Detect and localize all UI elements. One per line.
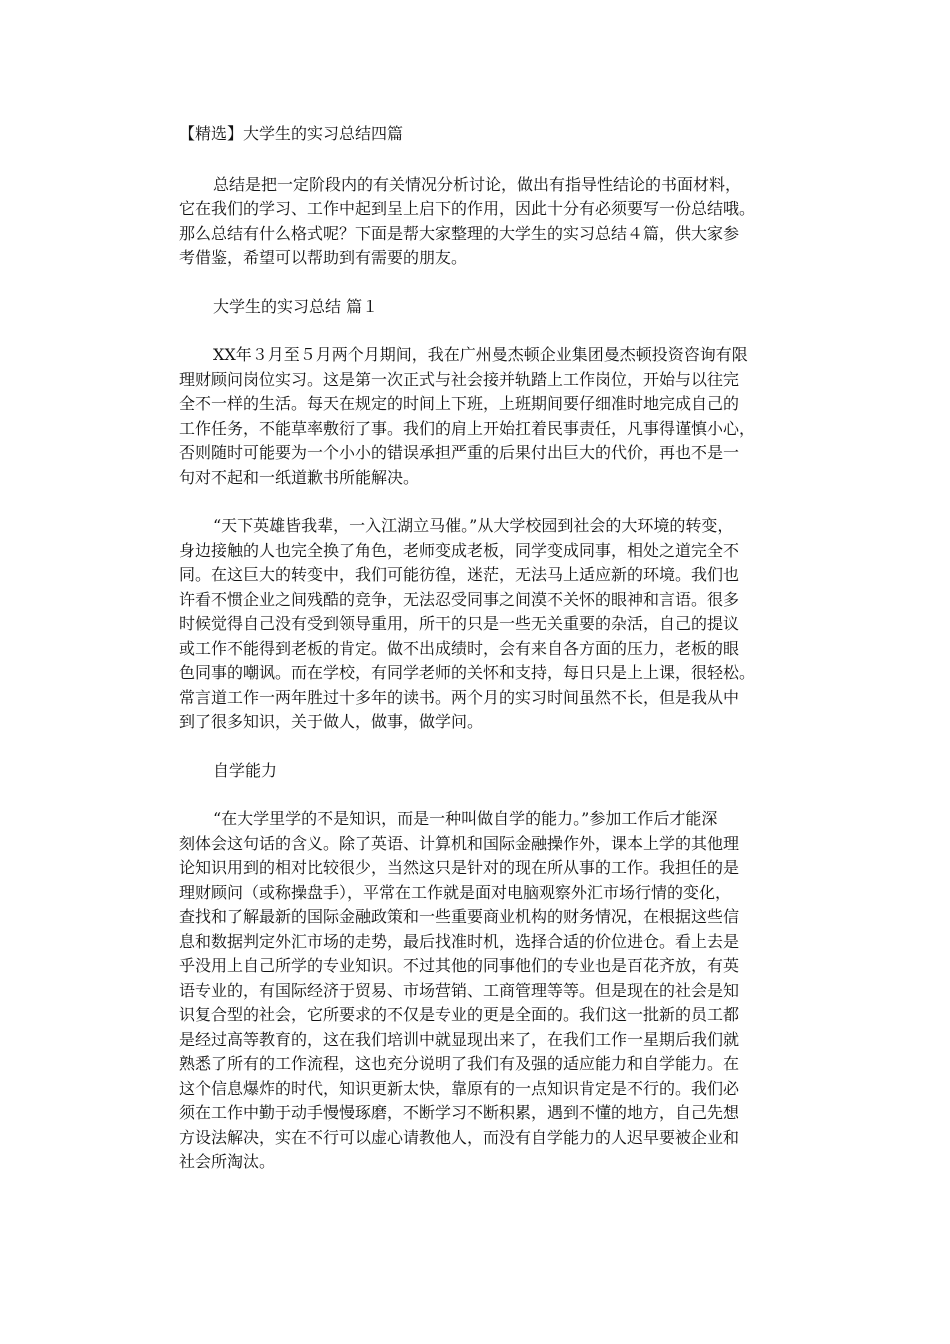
document-title: 【精选】大学生的实习总结四篇 [179, 124, 404, 143]
paragraph-line: 方设法解决，实在不行可以虚心请教他人，而没有自学能力的人迟早要被企业和 [179, 1127, 740, 1147]
paragraph-line: 这个信息爆炸的时代，知识更新太快，靠原有的一点知识肯定是不行的。我们必 [179, 1078, 740, 1098]
paragraph-1 [179, 343, 779, 490]
paragraph-3 [179, 807, 779, 1175]
paragraph-line: “天下英雄皆我辈，一入江湖立马催。”从大学校园到社会的大环境的转变， [213, 516, 734, 535]
paragraph-line: 识复合型的社会，它所要求的不仅是专业的更是全面的。我们这一批新的员工都 [179, 1005, 740, 1024]
paragraph-line: “在大学里学的不是知识，而是一种叫做自学的能力。”参加工作后才能深 [213, 809, 718, 828]
paragraph-line: 时候觉得自己没有受到领导重用，所干的只是一些无关重要的杂活，自己的提议 [179, 614, 740, 633]
paragraph-line: 否则随时可能要为一个小小的错误承担严重的后果付出巨大的代价，再也不是一 [179, 443, 740, 462]
paragraph-line: 或工作不能得到老板的肯定。做不出成绩时，会有来自各方面的压力，老板的眼 [179, 638, 740, 658]
document-body [179, 122, 779, 1199]
intro-line: 考借鉴，希望可以帮助到有需要的朋友。 [179, 248, 468, 267]
paragraph-line: 常言道工作一两年胜过十多年的读书。两个月的实习时间虽然不长，但是我从中 [179, 687, 740, 707]
paragraph-line: 语专业的，有国际经济于贸易、市场营销、工商管理等等。但是现在的社会是知 [179, 980, 740, 1000]
paragraph-line: 息和数据判定外汇市场的走势，最后找准时机，选择合适的价位进仓。看上去是 [179, 931, 740, 951]
paragraph-2 [179, 514, 779, 735]
paragraph-line: 工作任务，不能草率敷衍了事。我们的肩上开始扛着民事责任，凡事得谨慎小心， [179, 418, 756, 438]
paragraph-line: 社会所淘汰。 [179, 1152, 276, 1171]
intro-line: 它在我们的学习、工作中起到呈上启下的作用，因此十分有必须要写一份总结哦。 [179, 199, 756, 218]
paragraph-line: 理财顾问岗位实习。这是第一次正式与社会接并轨踏上工作岗位，开始与以往完 [179, 369, 740, 389]
paragraph-line: 是经过高等教育的，这在我们培训中就显现出来了，在我们工作一星期后我们就 [179, 1029, 740, 1049]
paragraph-line: 查找和了解最新的国际金融政策和一些重要商业机构的财务情况，在根据这些信 [179, 907, 740, 926]
paragraph-line: 熟悉了所有的工作流程，这也充分说明了我们有及强的适应能力和自学能力。在 [179, 1054, 740, 1073]
paragraph-line: XX年３月至５月两个月期间，我在广州曼杰顿企业集团曼杰顿投资咨询有限 [213, 345, 748, 364]
paragraph-line: 全不一样的生活。每天在规定的时间上下班，上班期间要仔细准时地完成自己的 [179, 394, 740, 413]
paragraph-line: 须在工作中勤于动手慢慢琢磨，不断学习不断积累，遇到不懂的地方，自己先想 [179, 1103, 740, 1122]
paragraph-line: 论知识用到的相对比较很少，当然这只是针对的现在所从事的工作。我担任的是 [179, 858, 740, 877]
intro-paragraph [179, 173, 779, 271]
paragraph-line: 乎没用上自己所学的专业知识。不过其他的同事他们的专业也是百花齐放，有英 [179, 956, 740, 975]
section-heading-2: 自学能力 [213, 760, 278, 780]
section-heading-1: 大学生的实习总结 篇１ [213, 296, 379, 316]
paragraph-line: 句对不起和一纸道歉书所能解决。 [179, 467, 420, 487]
paragraph-line: 色同事的嘲讽。而在学校，有同学老师的关怀和支持，每日只是上上课，很轻松。 [179, 663, 756, 682]
paragraph-line: 许看不惯企业之间残酷的竞争，无法忍受同事之间漠不关怀的眼神和言语。很多 [179, 589, 740, 609]
intro-line: 那么总结有什么格式呢？下面是帮大家整理的大学生的实习总结４篇，供大家参 [179, 223, 740, 243]
paragraph-line: 刻体会这句话的含义。除了英语、计算机和国际金融操作外，课本上学的其他理 [179, 833, 740, 853]
paragraph-line: 身边接触的人也完全换了角色，老师变成老板，同学变成同事，相处之道完全不 [179, 540, 740, 560]
intro-line: 总结是把一定阶段内的有关情况分析讨论，做出有指导性结论的书面材料， [213, 174, 742, 194]
paragraph-line: 到了很多知识，关于做人，做事，做学问。 [179, 712, 484, 731]
paragraph-line: 同。在这巨大的转变中，我们可能彷徨，迷茫，无法马上适应新的环境。我们也 [179, 565, 740, 584]
paragraph-line: 理财顾问（或称操盘手），平常在工作就是面对电脑观察外汇市场行情的变化， [179, 882, 732, 902]
